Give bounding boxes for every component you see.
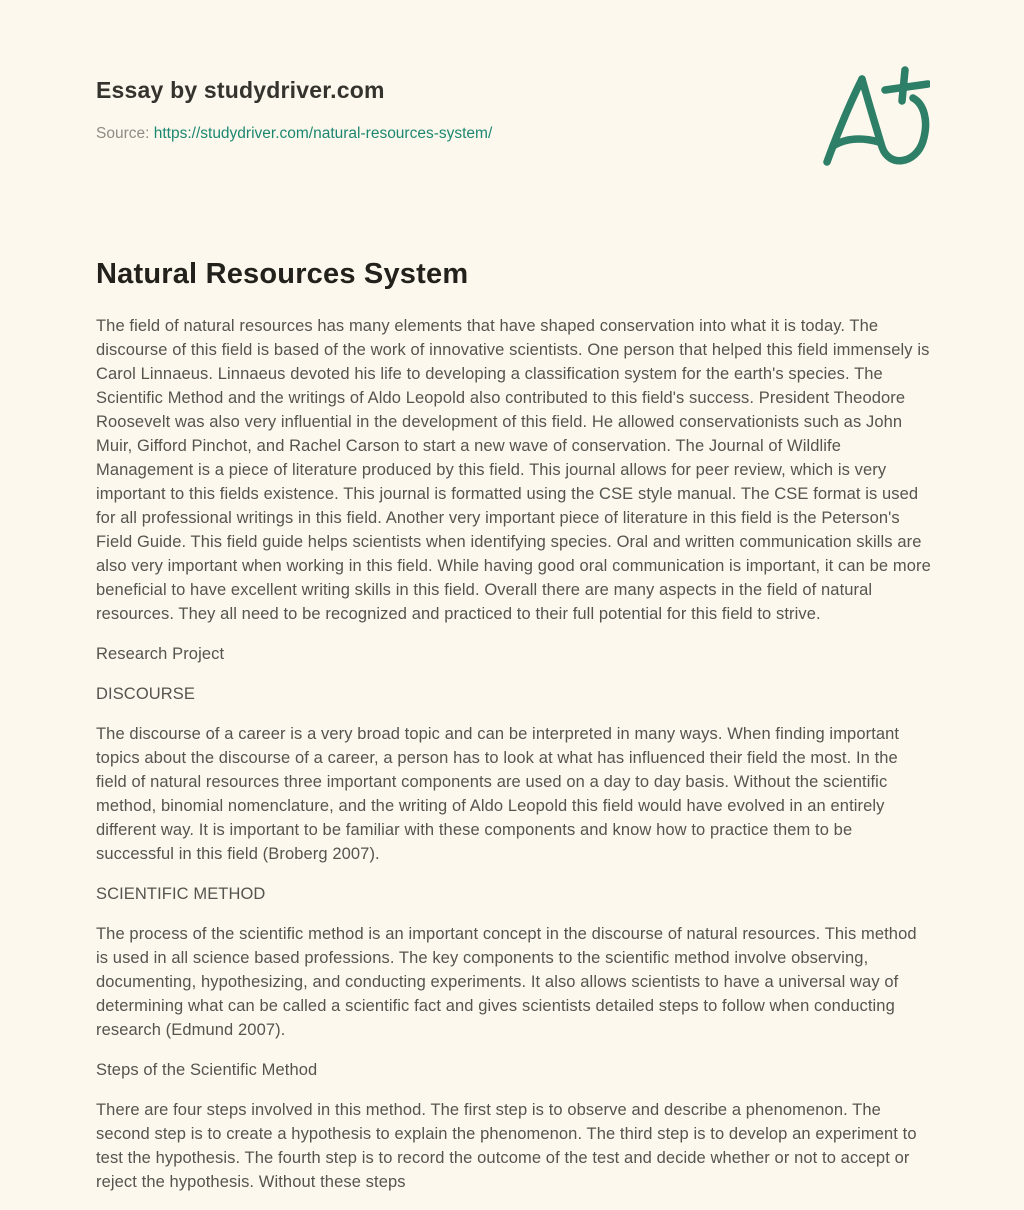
essay-body (96, 314, 932, 1194)
source-line (96, 125, 492, 143)
header-text-block (96, 76, 492, 143)
essay-paragraph: SCIENTIFIC METHOD (96, 885, 266, 903)
essay-paragraph: The process of the scientific method is an important concept in the discourse of natural resources. This method is used in all science based professions. The key components to the scientific method involve observing, documenting, hypothesizing, and conducting experiments. It also allows scientists to have a universal way of determining what can be called a scientific fact and gives scientists detailed steps to follow when conducting research (Edmund 2007). (96, 925, 917, 1039)
a-plus-logo-icon (818, 64, 930, 170)
source-link[interactable]: https://studydriver.com/natural-resources-system/ (153, 125, 493, 142)
essay-paragraph: There are four steps involved in this method. The first step is to observe and describe a phenomenon. The second step is to create a hypothesis to explain the phenomenon. The third step is to develop an experiment to test the hypothesis. The fourth step is to record the outcome of the test and decide whether or not to accept or reject the hypothesis. Without these steps (96, 1101, 917, 1191)
essay-paragraph: DISCOURSE (96, 685, 195, 703)
essay-paragraph: The discourse of a career is a very broad topic and can be interpreted in many ways. When finding important topics about the discourse of a career, a person has to look at what has influenced their field the most. In the field of natural resources three important components are used on a day to day basis. Without the scientific method, binomial nomenclature, and the writing of Aldo Leopold this field would have evolved in an entirely different way. It is important to be familiar with these components and know how to practice them to be successful in this field (Broberg 2007). (96, 725, 900, 863)
page-header: Essay by studydriver.com (96, 77, 385, 103)
source-label: Source: (96, 125, 150, 142)
document-header (96, 0, 928, 143)
essay-paragraph: The field of natural resources has many elements that have shaped conservation into what it is today. The discourse of this field is based of the work of innovative scientists. One person that helped this field immensely is Carol Linnaeus. Linnaeus devoted his life to developing a classification system for the earth's species. The Scientific Method and the writings of Aldo Leopold also contributed to this field's success. President Theodore Roosevelt was also very influential in the development of this field. He allowed conservationists such as John Muir, Gifford Pinchot, and Rachel Carson to start a new wave of conservation. The Journal of Wildlife Management is a piece of literature produced by this field. This journal allows for peer review, which is very important to this fields existence. This journal is formatted using the CSE style manual. The CSE format is used for all professional writings in this field. Another very important piece of literature in this field is the Peterson's Field Guide. This field guide helps scientists when identifying species. Oral and written communication skills are also very important when working in this field. While having good oral communication is important, it can be more beneficial to have excellent writing skills in this field. Overall there are many aspects in the field of natural resources. They all need to be recognized and practiced to their full potential for this field to strive. (96, 317, 931, 623)
essay-title: Natural Resources System (96, 258, 469, 290)
essay-paragraph: Steps of the Scientific Method (96, 1061, 318, 1079)
essay-paragraph: Research Project (96, 645, 225, 663)
